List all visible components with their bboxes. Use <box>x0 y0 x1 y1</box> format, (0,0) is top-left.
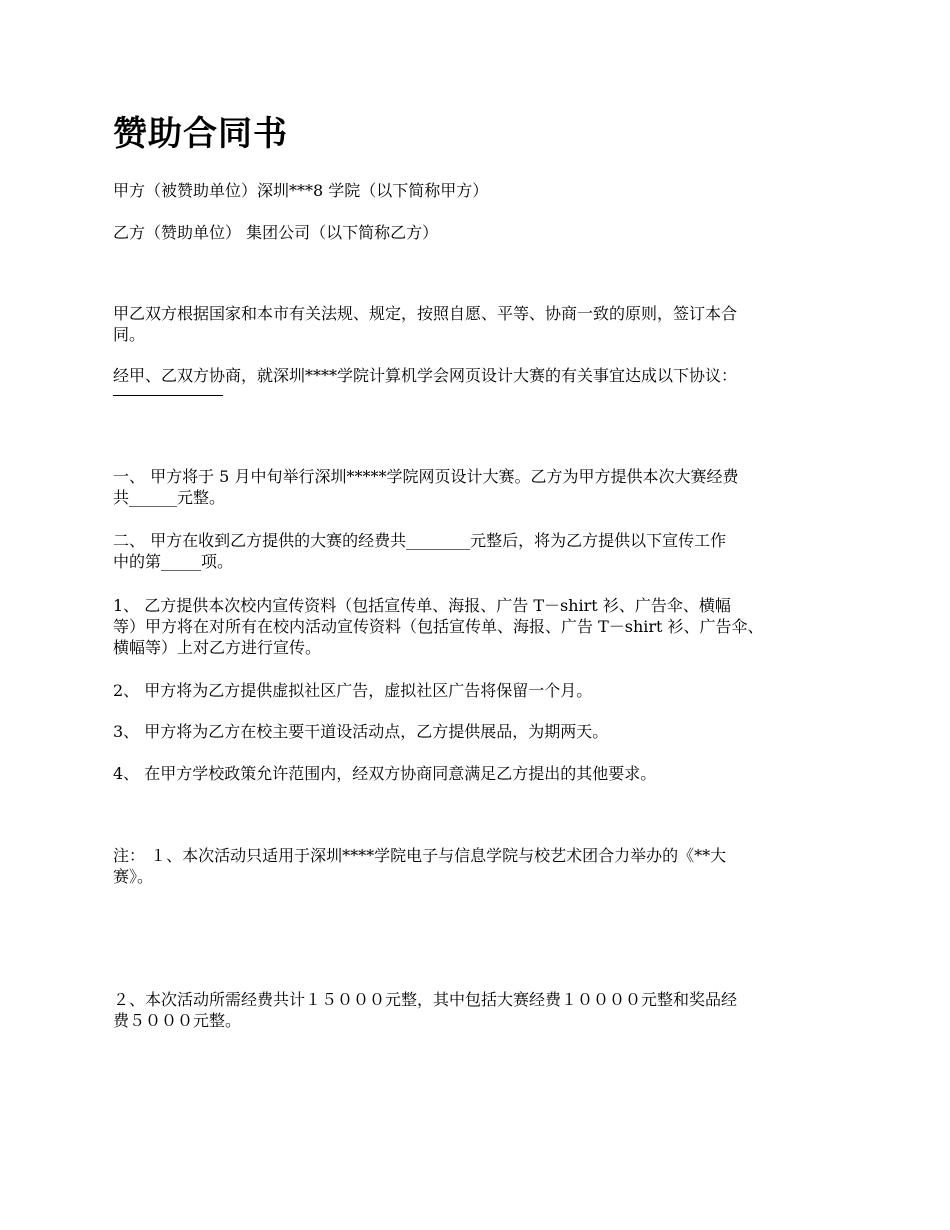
item-3-paragraph <box>113 721 853 742</box>
preamble-line: 同。 <box>113 325 146 344</box>
clause-two-line: 中的第_____项。 <box>113 552 234 571</box>
item-3-line: 3、 甲方将为乙方在校主要干道设活动点，乙方提供展品，为期两天。 <box>113 722 609 741</box>
item-2-paragraph <box>113 680 853 701</box>
clause-one-line: 一、 甲方将于 5 月中旬举行深圳*****学院网页设计大赛。乙方为甲方提供本次大赛经费 <box>113 467 739 486</box>
document-title: 赞助合同书 <box>113 114 288 154</box>
item-1-line: 横幅等）上对乙方进行宣传。 <box>113 638 322 657</box>
item-4-line: 4、 在甲方学校政策允许范围内，经双方协商同意满足乙方提出的其他要求。 <box>113 764 657 783</box>
note-2-line: ２、本次活动所需经费共计１５０００元整，其中包括大赛经费１００００元整和奖品经 <box>113 990 738 1009</box>
clause-two-line: 二、 甲方在收到乙方提供的大赛的经费共________元整后，将为乙方提供以下宣传工作 <box>113 531 727 550</box>
clause-one-paragraph <box>113 466 853 508</box>
agreement-intro-paragraph <box>113 365 853 396</box>
item-1-line: 1、 乙方提供本次校内宣传资料（包括宣传单、海报、广告 T－shirt 衫、广告伞、横幅 <box>113 596 731 615</box>
item-1-line: 等）甲方将在对所有在校内活动宣传资料（包括宣传单、海报、广告 T－shirt 衫、广告伞、 <box>113 617 764 636</box>
note-1-line: 赛》。 <box>113 867 154 886</box>
item-4-paragraph <box>113 763 853 784</box>
note-1-line: 注： １、本次活动只适用于深圳****学院电子与信息学院与校艺术团合力举办的《**大 <box>113 846 727 865</box>
preamble-line: 甲乙双方根据国家和本市有关法规、规定，按照自愿、平等、协商一致的原则，签订本合 <box>113 304 738 323</box>
preamble-paragraph <box>113 303 853 345</box>
party-b-line <box>113 222 853 243</box>
item-1-paragraph <box>113 595 853 658</box>
note-2-paragraph <box>113 989 853 1031</box>
blank-underline <box>113 395 223 396</box>
clause-two-paragraph <box>113 530 853 572</box>
clause-one-line: 共______元整。 <box>113 488 226 507</box>
agreement-intro-text: 经甲、乙双方协商，就深圳****学院计算机学会网页设计大赛的有关事宜达成以下协议： <box>113 366 738 385</box>
party-a-text: 甲方（被赞助单位）深圳***8 学院（以下简称甲方） <box>113 181 489 200</box>
note-1-paragraph <box>113 845 853 887</box>
party-b-text: 乙方（赞助单位） 集团公司（以下简称乙方） <box>113 223 439 242</box>
party-a-line <box>113 180 853 201</box>
item-2-line: 2、 甲方将为乙方提供虚拟社区广告，虚拟社区广告将保留一个月。 <box>113 681 593 700</box>
note-2-line: 费５０００元整。 <box>113 1011 242 1030</box>
